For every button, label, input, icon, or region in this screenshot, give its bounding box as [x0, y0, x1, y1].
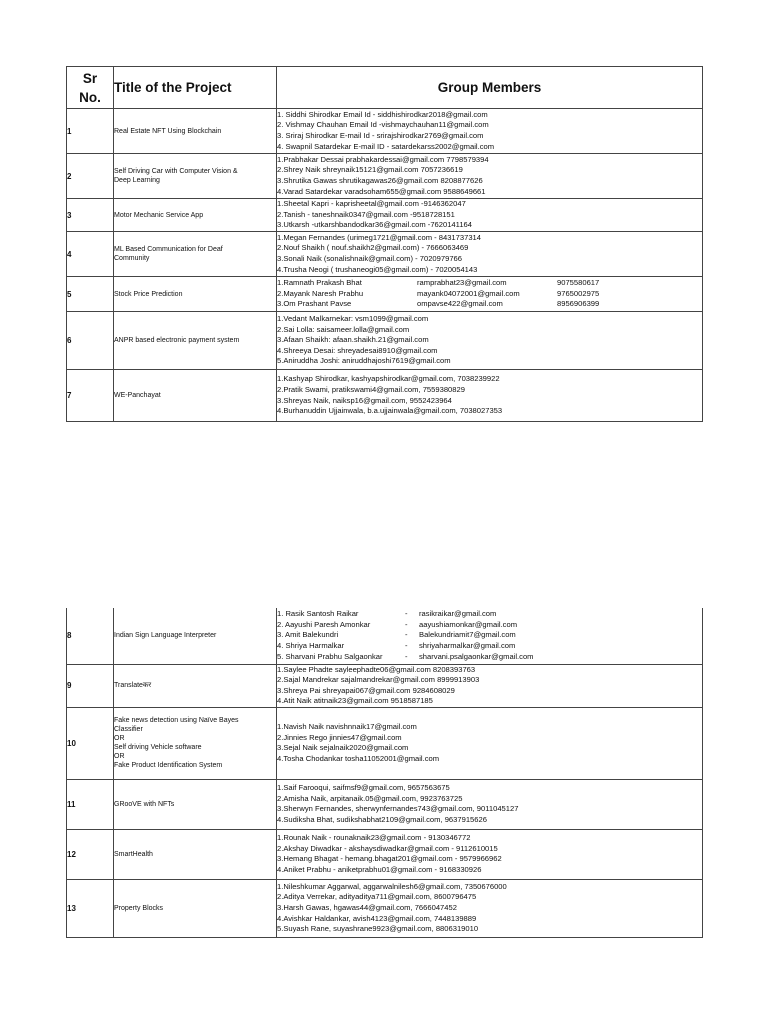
- member-name: 4. Shriya Harmalkar: [277, 641, 345, 651]
- member-line: 1.Saylee Phadte sayleephadte06@gmail.com 8208393763: [277, 664, 476, 674]
- sr-no-cell: 5: [67, 277, 114, 312]
- project-title-cell: [114, 879, 277, 937]
- member-email: ramprabhat23@gmail.com: [417, 278, 507, 288]
- project-title-line: GRooVE with NFTs: [114, 800, 175, 808]
- project-title-cell: [114, 779, 277, 829]
- group-members-cell: [277, 277, 703, 312]
- group-members-cell: [277, 829, 703, 879]
- project-title-line: Fake news detection using Naïve Bayes: [114, 717, 239, 725]
- member-name: 2.Mayank Naresh Prabhu: [277, 288, 364, 298]
- table-row: [67, 370, 703, 422]
- member-email: ompavse422@gmail.com: [417, 299, 503, 309]
- table-row: [67, 199, 703, 232]
- member-line: 2.Sajal Mandrekar sajalmandrekar@gmail.com 8999913903: [277, 675, 480, 685]
- member-line: 3.Shreya Pai shreyapai067@gmail.com 9284608029: [277, 685, 455, 695]
- member-line: 2.Shrey Naik shreynaik15121@gmail.com 7057236619: [277, 165, 463, 175]
- member-email: rasikraikar@gmail.com: [419, 609, 497, 619]
- member-name: 5. Sharvani Prabhu Salgaonkar: [277, 651, 383, 661]
- member-email: sharvani.psalgaonkar@gmail.com: [419, 651, 534, 661]
- member-line: 2.Tanish - taneshnaik0347@gmail.com -9518728151: [277, 209, 455, 219]
- member-line: [277, 289, 702, 300]
- sr-no-cell: 6: [67, 312, 114, 370]
- member-line: 3.Sejal Naik sejalnaik2020@gmail.com: [277, 743, 409, 753]
- table-row: [67, 312, 703, 370]
- member-line: 2.Sai Lolla: saisameer.lolla@gmail.com: [277, 324, 410, 334]
- project-title-cell: [114, 829, 277, 879]
- member-line: 4. Swapnil Satardekar E-mail ID - satardekarss2002@gmail.com: [277, 141, 495, 151]
- sr-no-cell: 12: [67, 829, 114, 879]
- project-title-cell: [114, 312, 277, 370]
- member-name: 2. Aayushi Paresh Amonkar: [277, 619, 371, 629]
- project-title-line: Translateकर: [114, 682, 152, 690]
- member-name: 3. Amit Balekundri: [277, 630, 339, 640]
- project-title-line: Self Driving Car with Computer Vision &: [114, 168, 238, 175]
- member-line: 3.Shreyas Naik, naiksp16@gmail.com, 9552423964: [277, 395, 452, 405]
- member-line: 4.Avishkar Haldankar, avish4123@gmail.com, 7448139889: [277, 913, 477, 923]
- group-members-cell: [277, 312, 703, 370]
- member-email: mayank04072001@gmail.com: [417, 288, 520, 298]
- member-line: 2.Akshay Diwadkar - akshaysdiwadkar@gmail.com - 9112610015: [277, 843, 498, 853]
- table-row: [67, 779, 703, 829]
- member-line: 4.Shreeya Desai: shreyadesai8910@gmail.com: [277, 345, 438, 355]
- member-line: 3.Hemang Bhagat - hemang.bhagat201@gmail.com - 9579966962: [277, 854, 502, 864]
- member-line: 2.Amisha Naik, arpitanaik.05@gmail.com, 9923763725: [277, 793, 463, 803]
- project-title-cell: [114, 370, 277, 422]
- member-phone: 8956906399: [557, 299, 600, 309]
- group-members-cell: [277, 370, 703, 422]
- member-line: 5.Aniruddha Joshi: aniruddhajoshi7619@gmail.com: [277, 356, 451, 366]
- projects-table-bottom: [66, 608, 703, 938]
- member-line: 2.Aditya Verrekar, adityaditya711@gmail.com, 8600796475: [277, 892, 477, 902]
- member-line: 1. Siddhi Shirodkar Email Id - siddhishirodkar2018@gmail.com: [277, 109, 488, 119]
- project-title-cell: [114, 109, 277, 154]
- member-line: 3.Afaan Shaikh: afaan.shaikh.21@gmail.com: [277, 335, 429, 345]
- member-line: 2.Nouf Shaikh ( nouf.shaikh2@gmail.com) - 7666063469: [277, 243, 469, 253]
- member-line: [277, 630, 702, 641]
- member-line: 4.Atit Naik atitnaik23@gmail.com 9518587185: [277, 696, 433, 706]
- member-line: 1.Navish Naik navishnnaik17@gmail.com: [277, 722, 417, 732]
- project-title-line: SmartHealth: [114, 850, 153, 858]
- project-title-cell: [114, 664, 277, 707]
- member-email: Balekundriamit7@gmail.com: [419, 630, 516, 640]
- group-members-cell: [277, 154, 703, 199]
- member-dash: -: [405, 619, 408, 629]
- table-row: [67, 664, 703, 707]
- project-title-cell: [114, 608, 277, 664]
- member-dash: -: [405, 630, 408, 640]
- project-title-line: Fake Product Identification System: [114, 762, 223, 770]
- member-line: 4.Trusha Neogi ( trushaneogi05@gmail.com) - 7020054143: [277, 264, 478, 274]
- member-line: 4.Aniket Prabhu - aniketprabhu01@gmail.com - 9168330926: [277, 864, 482, 874]
- project-title-header: Title of the Project: [114, 67, 277, 109]
- project-title-cell: [114, 232, 277, 277]
- sr-no-cell: 8: [67, 608, 114, 664]
- project-title-line: Motor Mechanic Service App: [114, 211, 204, 219]
- group-members-cell: [277, 109, 703, 154]
- member-line: 1.Vedant Malkarnekar: vsm1099@gmail.com: [277, 314, 429, 324]
- member-line: 4.Tosha Chodankar tosha11052001@gmail.com: [277, 753, 440, 763]
- member-email: aayushiamonkar@gmail.com: [419, 619, 518, 629]
- member-dash: -: [405, 641, 408, 651]
- table-row: [67, 154, 703, 199]
- sr-no-cell: 9: [67, 664, 114, 707]
- table-row: [67, 879, 703, 937]
- group-members-cell: [277, 879, 703, 937]
- member-line: 3.Utkarsh -utkarshbandodkar36@gmail.com -7620141164: [277, 220, 472, 230]
- member-line: 1.Megan Fernandes (urimeg1721@gmail.com - 8431737314: [277, 232, 482, 242]
- table-row: [67, 707, 703, 779]
- group-members-cell: [277, 199, 703, 232]
- member-dash: -: [405, 609, 408, 619]
- group-members-cell: [277, 707, 703, 779]
- project-title-cell: [114, 707, 277, 779]
- project-title-line: Real Estate NFT Using Blockchain: [114, 127, 222, 135]
- member-line: 4.Sudiksha Bhat, sudikshabhat2109@gmail.com, 9637915626: [277, 814, 487, 824]
- sr-no-header-line2: No.: [79, 89, 101, 105]
- project-title-line: Self driving Vehicle software: [114, 744, 202, 752]
- project-title-cell: [114, 154, 277, 199]
- member-line: 3.Harsh Gawas, hgawas44@gmail.com, 7666047452: [277, 903, 457, 913]
- sr-no-cell: 10: [67, 707, 114, 779]
- member-line: 1.Rounak Naik - rounaknaik23@gmail.com - 9130346772: [277, 833, 471, 843]
- member-line: 2. Vishmay Chauhan Email Id -vishmaychauhan11@gmail.com: [277, 120, 489, 130]
- project-title-line: Indian Sign Language Interpreter: [114, 632, 217, 640]
- project-title-line: WE-Panchayat: [114, 392, 161, 399]
- sr-no-header: [67, 67, 114, 109]
- member-line: [277, 299, 702, 310]
- member-line: 3.Sonali Naik (sonalishnaik@gmail.com) - 7020979766: [277, 254, 462, 263]
- member-line: [277, 609, 702, 620]
- member-name: 1.Ramnath Prakash Bhat: [277, 278, 362, 288]
- header-row: [67, 67, 703, 109]
- project-title-cell: [114, 277, 277, 312]
- sr-no-cell: 4: [67, 232, 114, 277]
- member-line: 3. Sriraj Shirodkar E-mail Id - srirajshirodkar2769@gmail.com: [277, 131, 484, 140]
- project-title-line: Property Blocks: [114, 904, 164, 912]
- member-line: 1.Kashyap Shirodkar, kashyapshirodkar@gmail.com, 7038239922: [277, 374, 500, 384]
- project-title-line: OR: [114, 753, 125, 761]
- project-title-line: OR: [114, 735, 125, 743]
- member-line: [277, 641, 702, 652]
- member-name: 1. Rasik Santosh Raikar: [277, 609, 359, 619]
- sr-no-cell: 2: [67, 154, 114, 199]
- table-row: [67, 109, 703, 154]
- project-title-line: Community: [114, 255, 150, 262]
- member-line: 1.Nileshkumar Aggarwal, aggarwalnilesh6@gmail.com, 7350676000: [277, 881, 507, 891]
- table-row: [67, 232, 703, 277]
- member-line: 2.Jinnies Rego jinnies47@gmail.com: [277, 732, 402, 742]
- sr-no-cell: 3: [67, 199, 114, 232]
- table-row: [67, 608, 703, 664]
- projects-table-top: [66, 66, 703, 422]
- project-title-line: ML Based Communication for Deaf: [114, 246, 223, 253]
- project-title-line: Classifier: [114, 726, 143, 734]
- group-members-cell: [277, 232, 703, 277]
- group-members-cell: [277, 664, 703, 707]
- project-title-line: Deep Learning: [114, 177, 160, 184]
- sr-no-cell: 11: [67, 779, 114, 829]
- sr-no-cell: 13: [67, 879, 114, 937]
- member-line: [277, 652, 702, 663]
- member-phone: 9765002975: [557, 288, 600, 298]
- member-line: 4.Burhanuddin Ujjainwala, b.a.ujjainwala@gmail.com, 7038027353: [277, 406, 503, 416]
- member-line: 5.Suyash Rane, suyashrane9923@gmail.com, 8806319010: [277, 924, 479, 934]
- member-line: 3.Sherwyn Fernandes, sherwynfernandes743@gmail.com, 9011045127: [277, 804, 519, 814]
- member-phone: 9075580617: [557, 278, 600, 288]
- member-line: [277, 620, 702, 631]
- sr-no-header-line1: Sr: [82, 70, 98, 86]
- group-members-cell: [277, 608, 703, 664]
- member-line: 4.Varad Satardekar varadsoham655@gmail.com 9588649661: [277, 186, 486, 196]
- group-members-cell: [277, 779, 703, 829]
- member-line: 1.Prabhakar Dessai prabhakardessai@gmail.com 7798579394: [277, 154, 489, 164]
- table-row: [67, 829, 703, 879]
- member-dash: -: [405, 651, 408, 661]
- project-title-line: Stock Price Prediction: [114, 290, 183, 298]
- member-name: 3.Om Prashant Pavse: [277, 299, 352, 309]
- project-title-line: ANPR based electronic payment system: [114, 337, 240, 344]
- member-email: shriyaharmalkar@gmail.com: [419, 641, 516, 651]
- sr-no-cell: 1: [67, 109, 114, 154]
- member-line: [277, 278, 702, 289]
- member-line: 2.Pratik Swami, pratikswami4@gmail.com, 7559380829: [277, 384, 465, 394]
- table-row: [67, 277, 703, 312]
- member-line: 1.Saif Farooqui, saifmsf9@gmail.com, 9657563675: [277, 783, 450, 793]
- project-title-cell: [114, 199, 277, 232]
- sr-no-cell: 7: [67, 370, 114, 422]
- group-members-header: Group Members: [277, 67, 703, 109]
- member-line: 3.Shrutika Gawas shrutikagawas26@gmail.com 8208877626: [277, 176, 483, 185]
- member-line: 1.Sheetal Kapri - kaprisheetal@gmail.com -9146362047: [277, 199, 466, 209]
